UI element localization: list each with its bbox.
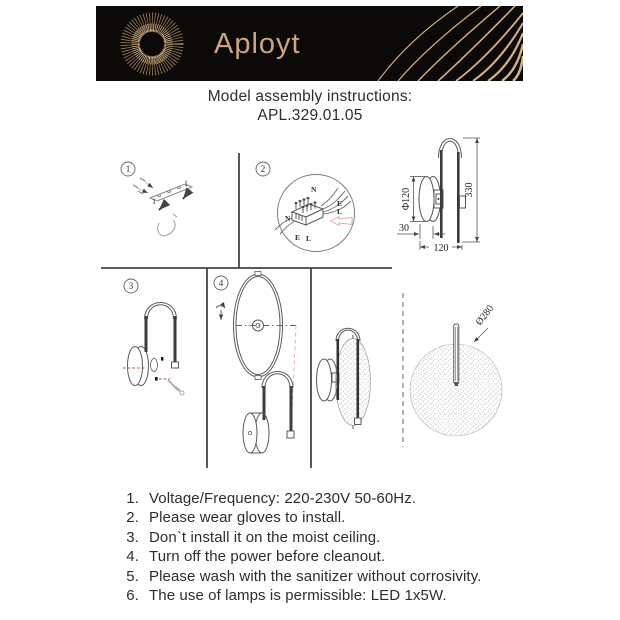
rays-icon	[378, 6, 523, 81]
assembled-lamp-drawing	[317, 328, 371, 429]
step2-badge: 2	[260, 164, 266, 175]
brand-wordmark: Aployt	[214, 28, 301, 60]
model-number: APL.329.01.05	[257, 107, 363, 124]
instruction-item	[121, 567, 531, 586]
dim-plate-diameter: Φ120	[401, 187, 412, 211]
wire-label-l-bottom: L	[306, 234, 312, 243]
instruction-text: Please wash with the sanitizer without corrosivity.	[149, 567, 482, 585]
rotate-arrow-icon	[216, 306, 225, 320]
instruction-item	[121, 489, 531, 508]
slide-arrow-icon	[331, 217, 352, 226]
instruction-text: Voltage/Frequency: 220-230V 50-60Hz.	[149, 490, 417, 507]
step2-wiring-drawing	[275, 175, 355, 252]
instruction-number: 5.	[126, 567, 139, 585]
wire-label-e-bottom: E	[295, 233, 301, 242]
instruction-number: 2.	[126, 509, 139, 527]
instruction-number: 6.	[126, 587, 139, 605]
assembly-diagram	[95, 128, 530, 480]
step4-ring-drawing	[216, 272, 296, 454]
dim-height: 330	[464, 182, 475, 198]
instruction-item	[121, 547, 531, 566]
step1-screw-label-1: 1	[184, 179, 188, 188]
step3-mounting-drawing	[123, 303, 184, 396]
instruction-text: Don`t install it on the moist ceiling.	[149, 528, 381, 546]
step4-badge: 4	[218, 278, 224, 289]
instruction-text: Turn off the power before cleanout.	[149, 548, 386, 566]
dim-ring-diameter: Ø280	[473, 303, 497, 328]
instruction-item	[121, 508, 531, 527]
instructions-list	[121, 489, 531, 605]
instruction-text: Please wear gloves to install.	[149, 509, 346, 527]
instruction-item	[121, 586, 531, 605]
step1-badge: 1	[125, 164, 131, 175]
instruction-number: 3.	[126, 528, 139, 546]
instruction-number: 1.	[126, 490, 139, 507]
instruction-item	[121, 528, 531, 547]
step-badges	[121, 162, 270, 293]
step1-screw-label-2: 1	[152, 197, 156, 206]
starburst-icon	[130, 22, 174, 66]
page-title: Model assembly instructions:	[207, 88, 413, 105]
wire-label-e-right: E	[337, 199, 343, 208]
brand-banner	[96, 6, 523, 81]
wire-label-l-right: L	[337, 207, 343, 216]
instruction-number: 4.	[126, 548, 139, 566]
dimension-drawing	[397, 138, 480, 254]
banner-decor	[96, 6, 523, 81]
wire-label-n-top: N	[311, 185, 317, 194]
dim-width: 120	[433, 243, 449, 254]
wire-label-n-left: N	[285, 214, 291, 223]
ring-detail-drawing	[410, 303, 502, 436]
step3-badge: 3	[128, 281, 134, 292]
dim-plate-depth: 30	[399, 223, 409, 234]
instruction-text: The use of lamps is permissible: LED 1x5W.	[149, 587, 447, 605]
step1-bracket-drawing	[133, 178, 192, 236]
